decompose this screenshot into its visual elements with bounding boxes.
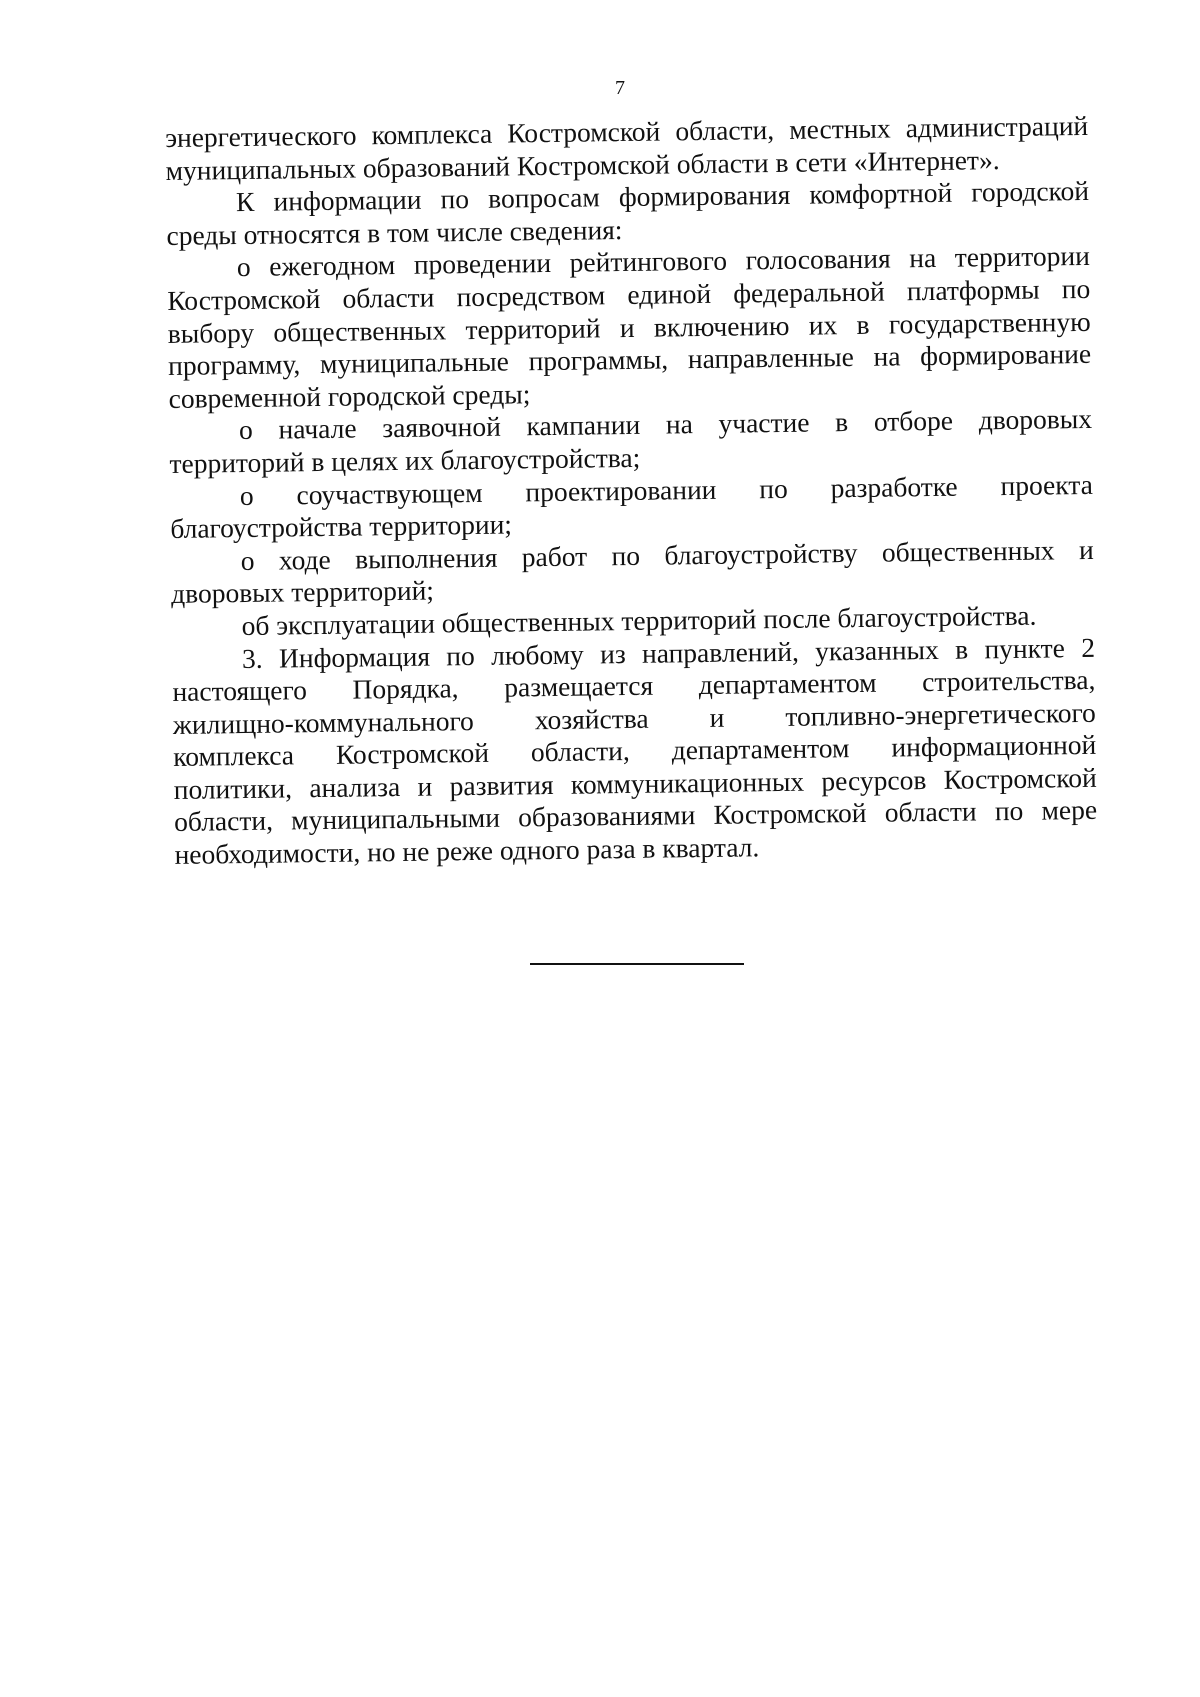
text-line: настоящего Порядка, размещается департаментом строительства, (172, 663, 1096, 708)
text-line: энергетического комплекса Костромской области, местных администраций (165, 109, 1089, 153)
text-line: жилищно-коммунального хозяйства и топливно-энергетического (172, 696, 1097, 740)
paragraph-first-line: К информации по вопросам формирования комфортной городской (235, 175, 1090, 218)
text-line: дворовых территорий; (170, 574, 435, 610)
text-line: программу, муниципальные программы, направленные на формирование (167, 338, 1092, 382)
page-number: 7 (615, 77, 625, 99)
paragraph-first-line: 3. Информация по любому из направлений, указанных в пункте 2 (241, 631, 1096, 674)
text-line: Костромской области посредством единой федеральной платформы по (167, 272, 1091, 316)
text-line: муниципальных образований Костромской области в сети «Интернет». (165, 143, 1000, 186)
text-line: политики, анализа и развития коммуникационных ресурсов Костромской (173, 761, 1097, 805)
list-item-first-line: об эксплуатации общественных территорий после благоустройства. (241, 599, 1037, 641)
text-line: среды относятся в том числе сведения: (166, 213, 623, 251)
list-item-first-line: о ходе выполнения работ по благоустройству общественных и (240, 533, 1094, 576)
list-item-first-line: о ежегодном проведении рейтингового голосования на территории (236, 240, 1091, 283)
text-line: области, муниципальными образованиями Костромской области по мере (173, 794, 1098, 838)
text-line: комплекса Костромской области, департаментом информационной (173, 729, 1097, 773)
text-line: необходимости, но не реже одного раза в квартал. (174, 831, 760, 870)
list-item-first-line: о соучаствующем проектировании по разработке проекта (239, 468, 1094, 511)
text-line: современной городской среды; (168, 377, 531, 414)
text-line: благоустройства территории; (170, 508, 513, 545)
text-line: выбору общественных территорий и включению их в государственную (167, 305, 1091, 349)
text-line: территорий в целях их благоустройства; (169, 441, 641, 479)
end-of-document-rule (530, 963, 744, 965)
document-body (165, 110, 1098, 872)
list-item-first-line: о начале заявочной кампании на участие в отборе дворовых (238, 403, 1093, 446)
